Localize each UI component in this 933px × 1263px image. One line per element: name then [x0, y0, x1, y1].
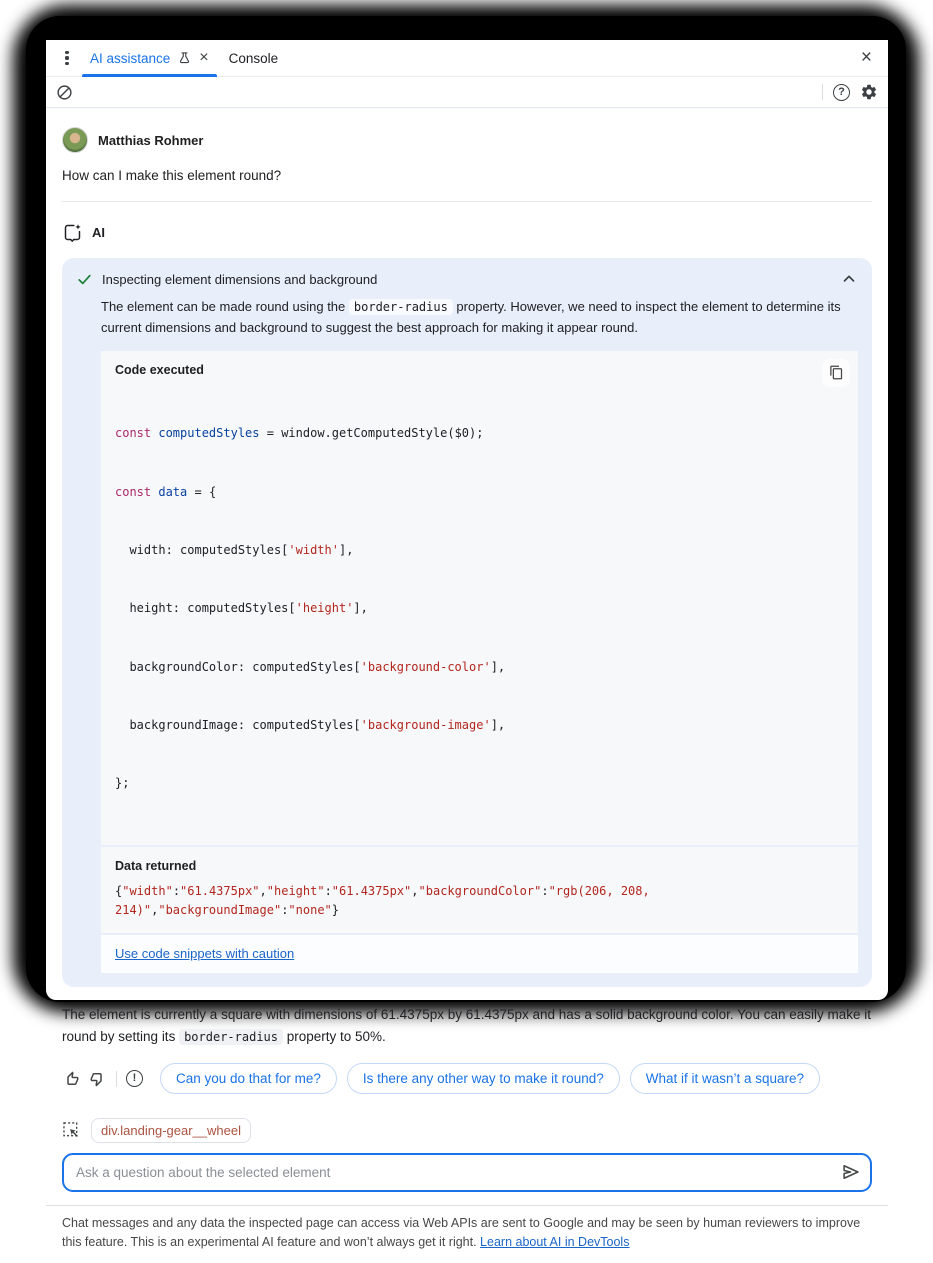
feedback-divider — [116, 1071, 117, 1087]
send-icon[interactable] — [840, 1161, 862, 1183]
code-card — [101, 351, 858, 973]
panel-toolbar — [46, 77, 888, 108]
disclaimer-text: Chat messages and any data the inspected page can access via Web APIs are sent to Google and may be seen by human reviewers to improve this feature. This is an experimental AI feature and won’t always get it right. — [62, 1216, 861, 1250]
gear-icon[interactable] — [860, 83, 878, 101]
thumbs-down-icon[interactable] — [89, 1070, 107, 1088]
suggestion-chip[interactable]: Can you do that for me? — [160, 1063, 337, 1094]
step-intro-text: The element can be made round using the border-radius property. However, we need to inspect the element to determine its current dimensions and background to suggest the best approach for making it appear round. — [101, 299, 841, 335]
avatar — [62, 127, 88, 153]
tab-label: Console — [228, 50, 279, 66]
experiment-flask-icon — [177, 51, 192, 66]
user-name: Matthias Rohmer — [98, 132, 204, 148]
thumbs-up-icon[interactable] — [62, 1070, 80, 1088]
inspect-element-icon — [62, 1121, 81, 1140]
more-tabs-menu-button[interactable] — [54, 40, 80, 76]
selected-element-badge[interactable]: div.landing-gear__wheel — [91, 1118, 251, 1143]
check-icon — [76, 271, 93, 288]
step-body — [101, 297, 858, 973]
suggestion-chip[interactable]: What if it wasn’t a square? — [630, 1063, 820, 1094]
data-returned-json: {"width":"61.4375px","height":"61.4375px","backgroundColor":"rgb(206, 208, 214)","backgroundImage":"none"} — [115, 883, 657, 918]
question-input-row — [62, 1153, 872, 1192]
help-icon[interactable]: ? — [833, 84, 850, 101]
ai-spark-bubble-icon — [62, 222, 83, 243]
composer-area — [46, 1094, 888, 1192]
toolbar-divider — [822, 84, 823, 100]
learn-about-ai-link[interactable]: Learn about AI in DevTools — [480, 1235, 630, 1250]
ai-label: AI — [92, 225, 105, 240]
message-divider — [62, 201, 872, 202]
data-returned-title: Data returned — [115, 858, 197, 873]
tab-label: AI assistance — [90, 50, 171, 66]
close-panel-button[interactable]: × — [860, 47, 872, 68]
code-block: const computedStyles = window.getComputedStyle($0); const data = { width: computedStyles['width'], height: computedStyles['height'], backgroundColor: computedStyles['background-color'], backgroundImage: computedStyles['background-image'], }; — [115, 426, 506, 791]
caution-row — [101, 935, 858, 973]
tab-console[interactable] — [219, 40, 289, 76]
tab-ai-assistance[interactable] — [80, 40, 219, 76]
copy-icon[interactable] — [822, 359, 850, 387]
question-input[interactable] — [62, 1153, 872, 1192]
clear-chat-icon[interactable] — [56, 84, 73, 101]
code-caution-link[interactable]: Use code snippets with caution — [115, 945, 295, 961]
step-title: Inspecting element dimensions and background — [102, 271, 378, 287]
user-question-text: How can I make this element round? — [62, 168, 282, 183]
suggestion-chip[interactable]: Is there any other way to make it round? — [347, 1063, 620, 1094]
devtools-ai-assistance-panel — [46, 40, 888, 1250]
step-header[interactable] — [76, 270, 858, 288]
suggestion-chips — [160, 1063, 820, 1094]
code-executed-title: Code executed — [115, 362, 204, 377]
tab-bar — [46, 40, 888, 77]
data-returned-section — [101, 847, 858, 933]
ai-step-card — [62, 258, 872, 987]
report-icon[interactable]: ! — [126, 1070, 143, 1087]
selected-element-row — [62, 1118, 872, 1143]
feedback-row — [62, 1063, 872, 1094]
user-message-header — [62, 127, 872, 153]
close-tab-icon[interactable]: × — [199, 49, 209, 66]
code-executed-section — [101, 351, 858, 845]
ai-answer-text: The element is currently a square with dimensions of 61.4375px by 61.4375px and has a solid background color. You can easily make it round by setting its border-radius property to 50%. — [62, 1006, 871, 1044]
ai-message-header — [62, 222, 872, 243]
privacy-disclaimer — [46, 1205, 888, 1263]
chat-area — [46, 108, 888, 1094]
chevron-up-icon[interactable] — [840, 270, 858, 288]
